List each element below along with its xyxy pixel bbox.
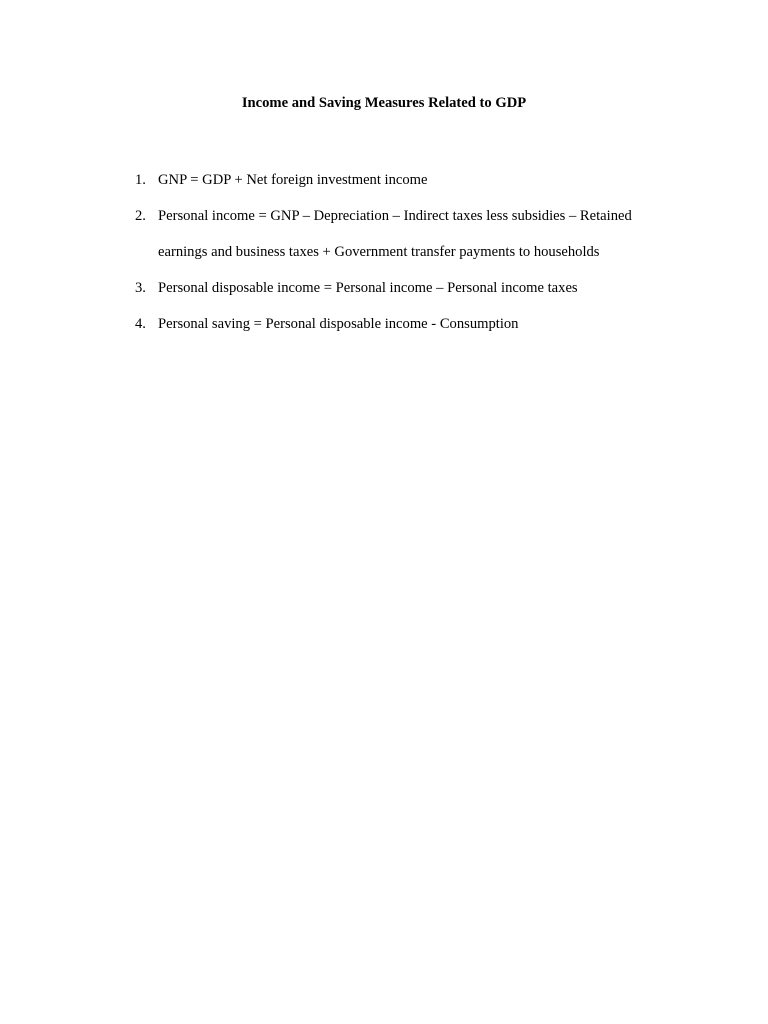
list-item-text: GNP = GDP + Net foreign investment income (158, 172, 428, 188)
page-title: Income and Saving Measures Related to GDP (241, 95, 527, 111)
list-item-text: Personal saving = Personal disposable income - Consumption (158, 316, 519, 332)
list-item-3 (0, 270, 768, 306)
list-item-2 (0, 198, 768, 270)
list-item-number: 3. (135, 280, 146, 296)
list-item-number: 4. (135, 316, 146, 332)
list-item-text: Personal income = GNP – Depreciation – Indirect taxes less subsidies – Retained earnings and business taxes + Government transfer payments to households (158, 208, 632, 260)
measures-list (0, 162, 768, 342)
list-item-text: Personal disposable income = Personal income – Personal income taxes (158, 280, 578, 296)
list-item-number: 2. (135, 208, 146, 224)
list-item-1 (0, 162, 768, 198)
list-item-number: 1. (135, 172, 146, 188)
list-item-4 (0, 306, 768, 342)
